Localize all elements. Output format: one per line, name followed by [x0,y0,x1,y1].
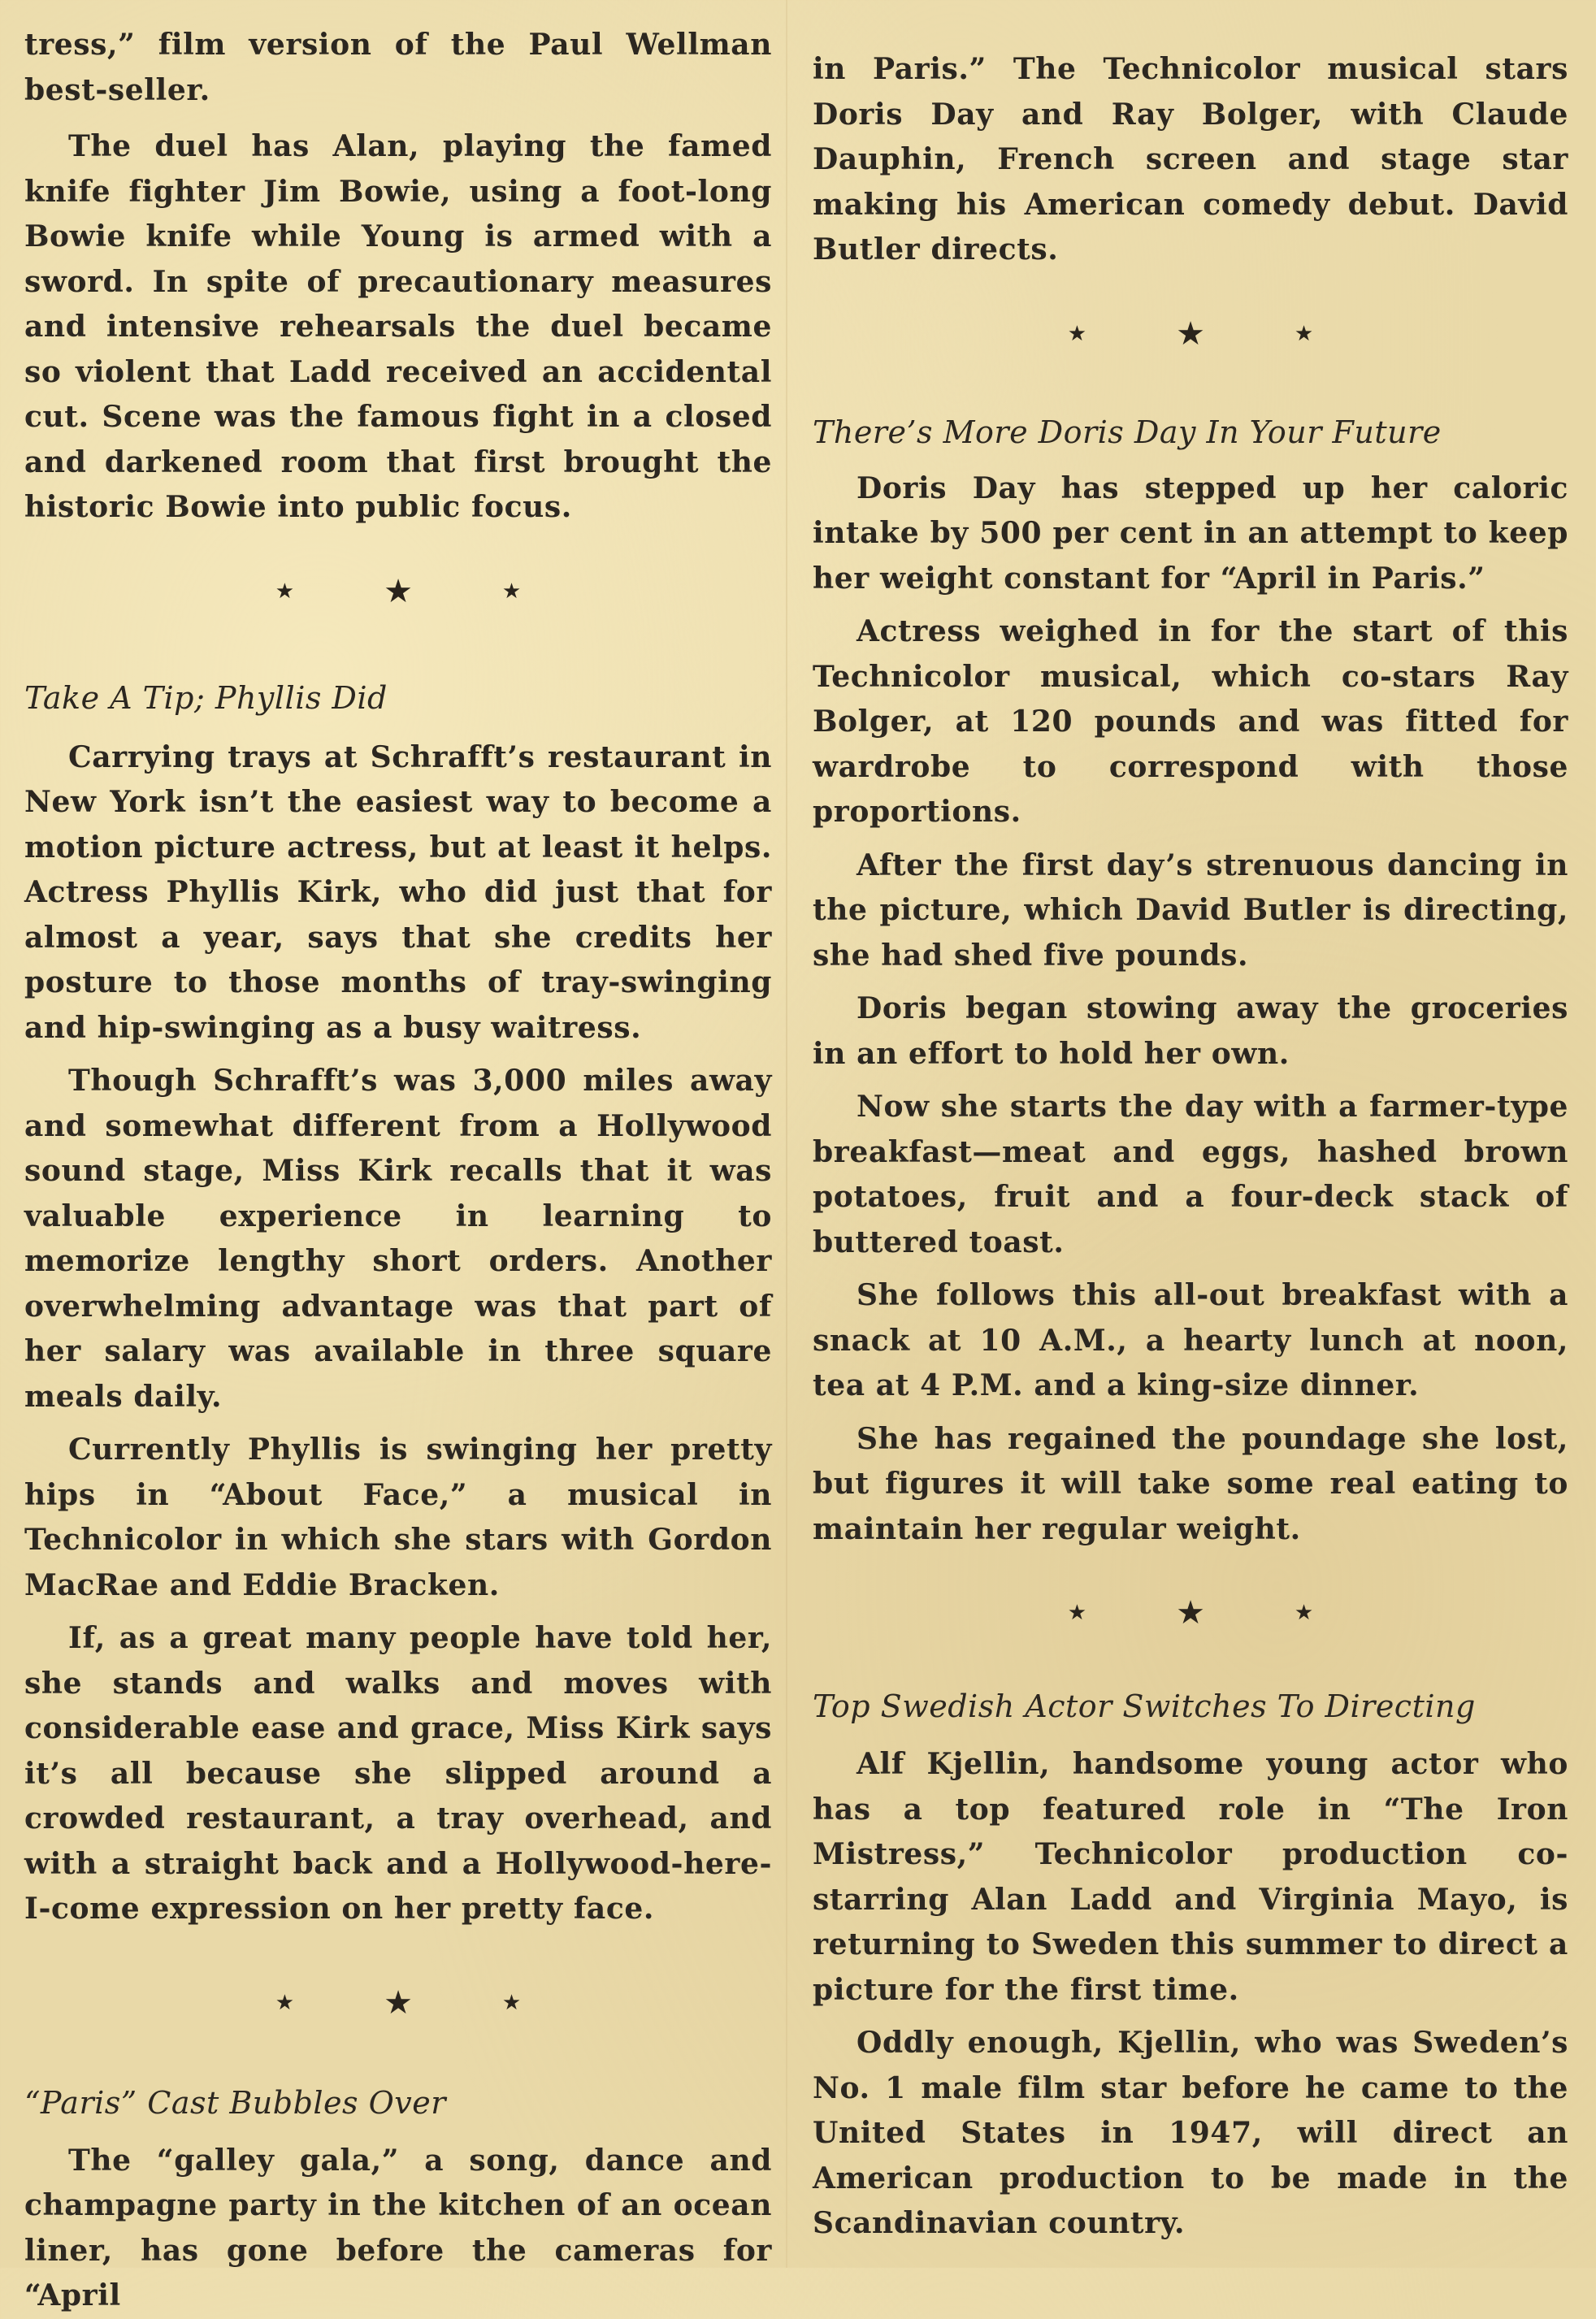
star-icon: ★ [384,572,413,610]
star-icon: ★ [1176,314,1205,353]
star-icon: ★ [275,579,295,604]
paragraph: Oddly enough, Kjellin, who was Sweden’s No. 1 male film star before he came to the United States in 1947, will direct an American production to be made in the Scandinavian country. [813,2026,1568,2240]
star-divider [24,563,772,620]
paragraph: Carrying trays at Schrafft’s restaurant in New York isn’t the easiest way to become a motion picture actress, but at least it helps. Actress Phyllis Kirk, who did just that for almost a year, says that she credits her posture to those months of tray-swinging and hip-swinging as a busy waitress. [24,739,772,1045]
paragraph: She has regained the poundage she lost, but figures it will take some real eating to maintain her regular weight. [813,1421,1568,1546]
star-icon: ★ [501,579,522,604]
paragraph: Alf Kjellin, handsome young actor who has a top featured role in “The Iron Mistress,” Technicolor production co-starring Alan Ladd and Virginia Mayo, is returning to Sweden this summer to direct a picture for the first time. [813,1747,1568,2007]
right-column [813,0,1568,2268]
paragraph: Now she starts the day with a farmer-type breakfast—meat and eggs, hashed brown potatoes, fruit and a four-deck stack of buttered toast. [813,1090,1568,1259]
star-icon: ★ [275,1990,295,2015]
section-heading: There’s More Doris Day In Your Future [813,414,1442,450]
paragraph: tress,” film version of the Paul Wellman best-seller. [24,28,772,107]
star-divider [24,1974,772,2031]
paragraph: Currently Phyllis is swinging her pretty hips in “About Face,” a musical in Technicolor in which she stars with Gordon MacRae and Eddie Bracken. [24,1433,772,1602]
star-icon: ★ [384,1983,413,2022]
paragraph: The “galley gala,” a song, dance and champagne party in the kitchen of an ocean liner, has gone before the cameras for “April [24,2143,772,2312]
paragraph: After the first day’s strenuous dancing in the picture, which David Butler is directing, she had shed five pounds. [813,847,1568,973]
column-gutter [786,0,787,2268]
star-icon: ★ [501,1990,522,2015]
star-icon: ★ [1067,1601,1087,1625]
paragraph: She follows this all-out breakfast with a snack at 10 A.M., a hearty lunch at noon, tea at 4 P.M. and a king-size dinner. [813,1278,1568,1402]
paragraph: Though Schrafft’s was 3,000 miles away and somewhat different from a Hollywood sound stage, Miss Kirk recalls that it was valuable experience in learning to memorize lengthy short orders. Another overwhelming advantage was that part of her salary was available in three square meals daily. [24,1064,772,1414]
left-column [24,0,772,2312]
star-divider [813,1584,1568,1641]
paragraph: The duel has Alan, playing the famed knife fighter Jim Bowie, using a foot-long Bowie knife while Young is armed with a sword. In spite of precautionary measures and intensive rehearsals the duel became so violent that Ladd received an accidental cut. Scene was the famous fight in a closed and darkened room that first brought the historic Bowie into public focus. [24,129,772,524]
paragraph: Actress weighed in for the start of this Technicolor musical, which co-stars Ray Bolger, at 120 pounds and was fitted for wardrobe to correspond with those proportions. [813,614,1568,829]
paragraph: Doris Day has stepped up her caloric intake by 500 per cent in an attempt to keep her weight constant for “April in Paris.” [813,470,1568,596]
section-heading: Top Swedish Actor Switches To Directing [813,1688,1476,1724]
star-icon: ★ [1294,321,1314,346]
section-heading: “Paris” Cast Bubbles Over [24,2084,446,2121]
paragraph: in Paris.” The Technicolor musical stars Doris Day and Ray Bolger, with Claude Dauphin, French screen and stage star making his American comedy debut. David Butler directs. [813,52,1568,267]
paragraph: Doris began stowing away the groceries in an effort to hold her own. [813,991,1568,1071]
star-icon: ★ [1176,1594,1205,1632]
star-icon: ★ [1294,1601,1314,1625]
section-heading: Take A Tip; Phyllis Did [24,679,388,716]
star-divider [813,306,1568,362]
star-icon: ★ [1067,321,1087,346]
paragraph: If, as a great many people have told her, she stands and walks and moves with considerable ease and grace, Miss Kirk says it’s all because she slipped around a crowded restaurant, a tray overhead, and with a straight back and a Hollywood-here-I-come expression on her pretty face. [24,1621,772,1926]
